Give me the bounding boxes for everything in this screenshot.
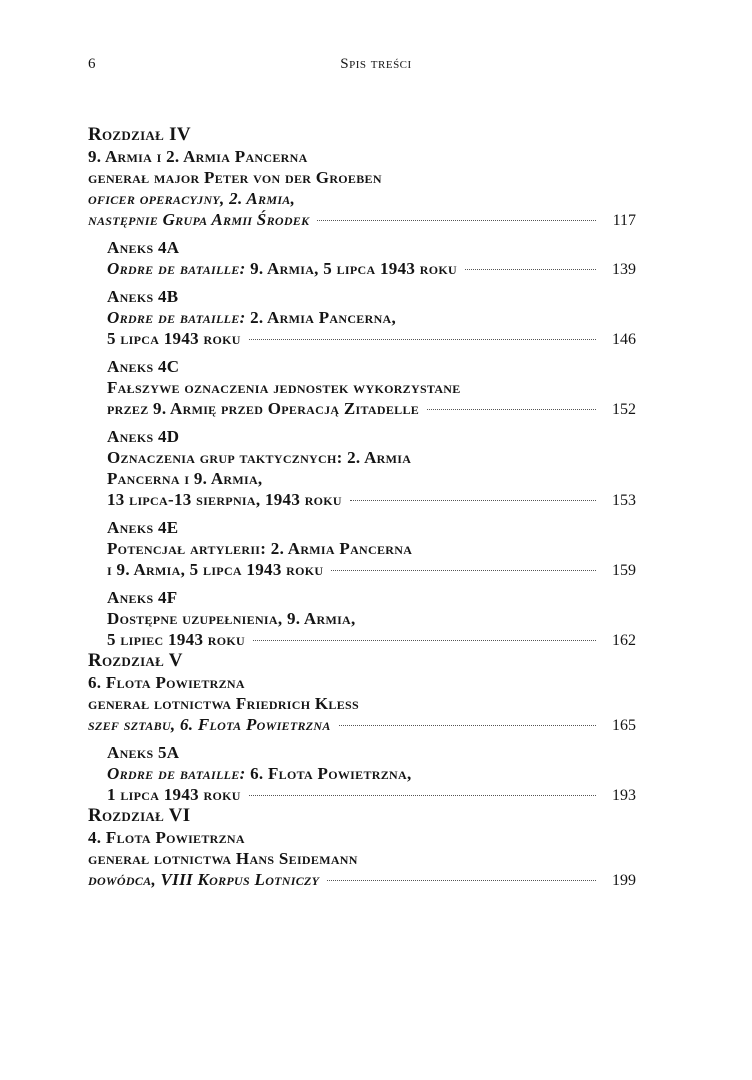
annex-line: przez 9. Armię przed Operacją Zitadelle bbox=[107, 399, 420, 418]
annex-title[interactable]: Aneks 4F bbox=[107, 588, 178, 607]
toc-entry[interactable] bbox=[107, 328, 636, 349]
toc-entry[interactable] bbox=[88, 714, 636, 735]
annex-4d bbox=[88, 426, 636, 510]
annex-line: Potencjał artylerii: 2. Armia Pancerna bbox=[107, 539, 413, 558]
annex-line: Oznaczenia grup taktycznych: 2. Armia bbox=[107, 448, 412, 467]
page-number: 6 bbox=[88, 56, 96, 72]
toc-entry[interactable] bbox=[107, 489, 636, 510]
annex-line: 1 lipca 1943 roku bbox=[107, 785, 241, 804]
toc-entry[interactable] bbox=[107, 559, 636, 580]
toc-entry[interactable] bbox=[107, 629, 636, 650]
dot-leader bbox=[327, 880, 596, 881]
annex-title[interactable]: Aneks 4C bbox=[107, 357, 180, 376]
annex-line: 5 lipiec 1943 roku bbox=[107, 630, 245, 649]
page-ref: 162 bbox=[612, 632, 636, 649]
chapter-author-role: oficer operacyjny, 2. Armia, bbox=[88, 189, 296, 208]
annex-label-prefix: Ordre de bataille: bbox=[107, 259, 246, 278]
dot-leader bbox=[249, 795, 596, 796]
toc-entry[interactable] bbox=[107, 398, 636, 419]
dot-leader bbox=[249, 339, 596, 340]
chapter-title[interactable]: Rozdział VI bbox=[88, 805, 191, 826]
page-ref: 117 bbox=[612, 212, 636, 229]
chapter-subtitle: 6. Flota Powietrzna bbox=[88, 673, 245, 692]
annex-line: 5 lipca 1943 roku bbox=[107, 329, 241, 348]
annex-title[interactable]: Aneks 4D bbox=[107, 427, 180, 446]
table-of-contents bbox=[88, 124, 636, 890]
toc-entry[interactable] bbox=[107, 258, 636, 279]
annex-title[interactable]: Aneks 4B bbox=[107, 287, 179, 306]
annex-label-prefix: Ordre de bataille: bbox=[107, 764, 246, 783]
annex-title[interactable]: Aneks 5A bbox=[107, 743, 180, 762]
annex-4e bbox=[88, 517, 636, 580]
chapter-author: generał lotnictwa Friedrich Kless bbox=[88, 694, 359, 713]
page-ref: 199 bbox=[612, 872, 636, 889]
dot-leader bbox=[317, 220, 596, 221]
chapter-subtitle: 4. Flota Powietrzna bbox=[88, 828, 245, 847]
annex-title[interactable]: Aneks 4A bbox=[107, 238, 180, 257]
chapter-author-role-cont: następnie Grupa Armii Środek bbox=[88, 210, 310, 229]
chapter-4 bbox=[88, 124, 636, 650]
annex-title[interactable]: Aneks 4E bbox=[107, 518, 179, 537]
chapter-6 bbox=[88, 805, 636, 890]
dot-leader bbox=[427, 409, 596, 410]
page-ref: 153 bbox=[612, 492, 636, 509]
chapter-author: generał lotnictwa Hans Seidemann bbox=[88, 849, 358, 868]
dot-leader bbox=[253, 640, 596, 641]
page-ref: 139 bbox=[612, 261, 636, 278]
annex-line: 6. Flota Powietrzna, bbox=[245, 764, 412, 783]
annex-4a bbox=[88, 237, 636, 279]
annex-4f bbox=[88, 587, 636, 650]
page-ref: 152 bbox=[612, 401, 636, 418]
page-ref: 146 bbox=[612, 331, 636, 348]
page-ref: 193 bbox=[612, 787, 636, 804]
chapter-subtitle: 9. Armia i 2. Armia Pancerna bbox=[88, 147, 308, 166]
page-ref: 159 bbox=[612, 562, 636, 579]
toc-entry[interactable] bbox=[88, 209, 636, 230]
chapter-5 bbox=[88, 650, 636, 805]
chapter-title[interactable]: Rozdział IV bbox=[88, 124, 191, 145]
dot-leader bbox=[339, 725, 596, 726]
annex-line: i 9. Armia, 5 lipca 1943 roku bbox=[107, 560, 324, 579]
annex-line: 9. Armia, 5 lipca 1943 roku bbox=[245, 259, 457, 278]
annex-4c bbox=[88, 356, 636, 419]
annex-line: 2. Armia Pancerna, bbox=[245, 308, 397, 327]
chapter-title[interactable]: Rozdział V bbox=[88, 650, 183, 671]
annex-line: Pancerna i 9. Armia, bbox=[107, 469, 263, 488]
dot-leader bbox=[350, 500, 596, 501]
annex-4b bbox=[88, 286, 636, 349]
dot-leader bbox=[465, 269, 596, 270]
chapter-author-role: szef sztabu, 6. Flota Powietrzna bbox=[88, 715, 331, 734]
dot-leader bbox=[331, 570, 596, 571]
annex-label-prefix: Ordre de bataille: bbox=[107, 308, 246, 327]
running-head: Spis treści bbox=[340, 56, 412, 72]
toc-entry[interactable] bbox=[88, 869, 636, 890]
toc-entry[interactable] bbox=[107, 784, 636, 805]
page-header bbox=[0, 56, 752, 80]
annex-line: Fałszywe oznaczenia jednostek wykorzystane bbox=[107, 378, 461, 397]
page-ref: 165 bbox=[612, 717, 636, 734]
annex-line: 13 lipca-13 sierpnia, 1943 roku bbox=[107, 490, 342, 509]
annex-line: Dostępne uzupełnienia, 9. Armia, bbox=[107, 609, 356, 628]
annex-5a bbox=[88, 742, 636, 805]
chapter-author: generał major Peter von der Groeben bbox=[88, 168, 382, 187]
chapter-author-role: dowódca, VIII Korpus Lotniczy bbox=[88, 870, 320, 889]
